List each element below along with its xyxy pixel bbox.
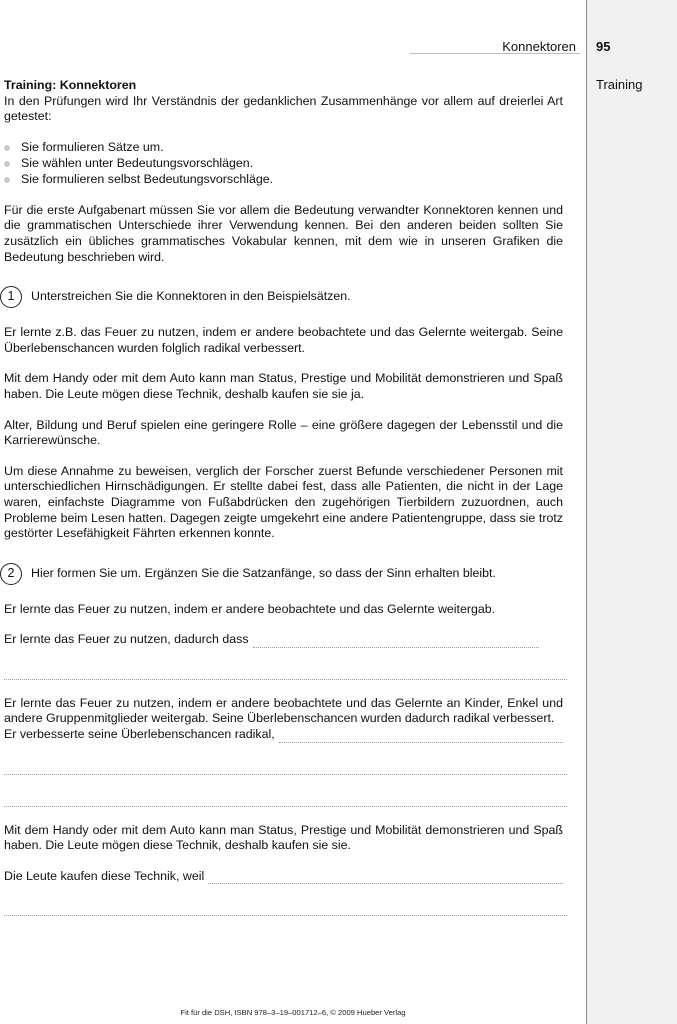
answer-line xyxy=(4,632,563,648)
page-footer: Fit für die DSH, ISBN 978–3–19–001712–6, © 2009 Hueber Verlag xyxy=(180,1008,406,1017)
answer-blank[interactable] xyxy=(4,900,567,916)
intro-paragraph: Für die erste Aufgabenart müssen Sie vor allem die Bedeutung verwandter Konnektoren kennen und die grammatischen Unterschiede ihrer Verwendung kennen. Bei den anderen beiden sollten Sie zusätzlich ein übliches grammatisches Vokabular kennen, mit dem wie in unseren Grafiken die Bedeutung beschrieben wird. xyxy=(4,202,563,264)
intro-text: In den Prüfungen wird Ihr Verständnis der gedanklichen Zusammenhänge vor allem auf dreierlei Art getestet: xyxy=(4,93,563,124)
task-number-circle: 1 xyxy=(0,286,22,308)
answer-blank[interactable] xyxy=(253,637,539,648)
page-content xyxy=(4,78,563,916)
page-number: 95 xyxy=(596,39,611,54)
list-item: Sie formulieren Sätze um. xyxy=(4,140,563,156)
example-sentence: Um diese Annahme zu beweisen, verglich der Forscher zuerst Befunde verschiedener Personen mit unterschiedlichen Hirnschädigungen. Er stellte dabei fest, dass alle Patienten, die nicht in der Lage waren, einfachste Diagramme von Fußabdrücken den zugehörigen Tierbildern zuzuordnen, auch Probleme beim Lesen hatten. Dagegen zeigte umgekehrt eine andere Patientengruppe, dass sie trotz gestörter Lesefähigkeit Fährten erkennen konnte. xyxy=(4,463,563,541)
example-sentence: Mit dem Handy oder mit dem Auto kann man Status, Prestige und Mobilität demonstrieren und Spaß haben. Die Leute mögen diese Technik, deshalb kaufen sie sie ja. xyxy=(4,371,563,401)
bullet-icon xyxy=(4,177,10,183)
sentence-start: Er lernte das Feuer zu nutzen, dadurch dass xyxy=(4,632,249,647)
list-item: Sie formulieren selbst Bedeutungsvorschläge. xyxy=(4,172,563,188)
task-instruction: Unterstreichen Sie die Konnektoren in den Beispielsätzen. xyxy=(31,289,351,304)
bullet-list xyxy=(4,140,563,188)
list-item: Sie wählen unter Bedeutungsvorschlägen. xyxy=(4,156,563,172)
source-sentence: Er lernte das Feuer zu nutzen, indem er andere beobachtete und das Gelernte weitergab. xyxy=(4,601,496,616)
margin-sidebar xyxy=(586,0,677,1024)
source-sentence: Er lernte das Feuer zu nutzen, indem er andere beobachtete und das Gelernte an Kinder, Enkel und andere Gruppenmitglieder weitergab. Seine Überlebenschancen wurden dadurch radikal verbessert. xyxy=(4,695,563,726)
task-2-heading xyxy=(4,563,563,585)
example-sentence: Er lernte z.B. das Feuer zu nutzen, indem er andere beobachtete und das Gelernte weitergab. Seine Überlebenschancen wurden folglich radikal verbessert. xyxy=(4,325,563,355)
task-number-circle: 2 xyxy=(0,563,22,585)
sidebar-label: Training xyxy=(596,77,643,92)
answer-blank[interactable] xyxy=(279,732,563,743)
answer-line xyxy=(4,727,563,743)
bullet-icon xyxy=(4,145,10,151)
sentence-start: Er verbesserte seine Überlebenschancen radikal, xyxy=(4,727,275,742)
source-sentence: Mit dem Handy oder mit dem Auto kann man Status, Prestige und Mobilität demonstrieren und Spaß haben. Die Leute mögen diese Technik, deshalb kaufen sie sie. xyxy=(4,822,563,853)
answer-blank[interactable] xyxy=(4,759,567,775)
section-title: Konnektoren xyxy=(502,39,576,54)
task-instruction: Hier formen Sie um. Ergänzen Sie die Satzanfänge, so dass der Sinn erhalten bleibt. xyxy=(31,565,496,580)
answer-blank[interactable] xyxy=(4,791,567,807)
answer-blank[interactable] xyxy=(208,873,563,884)
answer-line xyxy=(4,869,563,885)
example-sentence: Alter, Bildung und Beruf spielen eine geringere Rolle – eine größere dagegen der Lebensstil und die Karrierewünsche. xyxy=(4,417,563,448)
task-1-heading xyxy=(4,286,563,308)
section-heading: Training: Konnektoren xyxy=(4,78,137,92)
answer-blank[interactable] xyxy=(4,664,567,680)
bullet-icon xyxy=(4,161,10,167)
sentence-start: Die Leute kaufen diese Technik, weil xyxy=(4,868,205,883)
